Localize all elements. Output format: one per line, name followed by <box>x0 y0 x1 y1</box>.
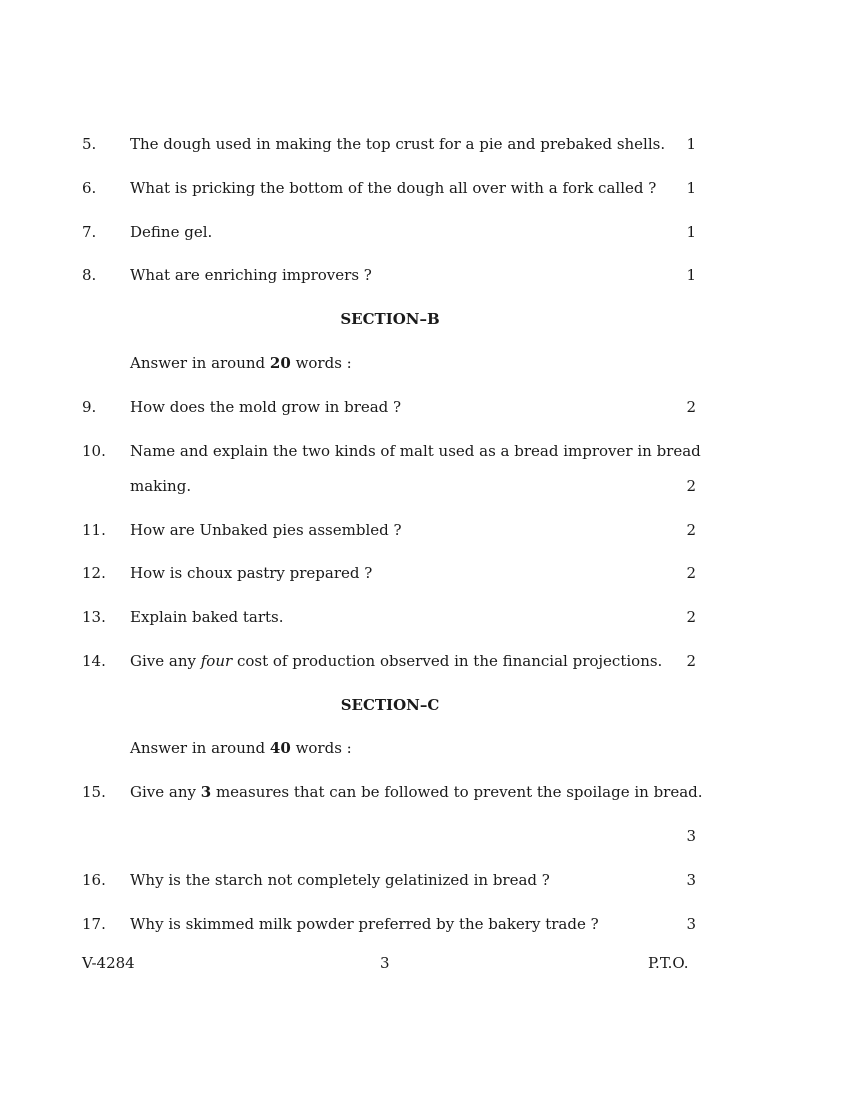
question-marks: 2 <box>686 608 696 626</box>
question-marks: 1 <box>686 223 696 241</box>
page-number: 3 <box>380 954 390 972</box>
question-marks: 3 <box>686 871 696 889</box>
question-marks: 3 <box>686 827 696 845</box>
question-text: How is choux pastry prepared ? <box>130 564 373 582</box>
question-number: 12. <box>82 564 106 582</box>
section-c-heading: SECTION–C <box>340 696 440 714</box>
question-number: 15. <box>82 783 106 801</box>
question-text: Define gel. <box>130 223 213 241</box>
question-text: making. <box>130 477 192 495</box>
pto-label: P.T.O. <box>648 954 689 972</box>
question-marks: 2 <box>686 398 696 416</box>
section-b-instruction: Answer in around 20 words : <box>130 354 352 372</box>
question-marks: 1 <box>686 266 696 284</box>
question-text: The dough used in making the top crust for a pie and prebaked shells. <box>130 135 666 153</box>
paper-code: V-4284 <box>82 954 135 972</box>
question-number: 6. <box>82 179 97 197</box>
question-number: 17. <box>82 915 106 933</box>
question-marks: 2 <box>686 652 696 670</box>
question-marks: 1 <box>686 179 696 197</box>
question-number: 11. <box>82 521 106 539</box>
question-marks: 1 <box>686 135 696 153</box>
question-text: Explain baked tarts. <box>130 608 284 626</box>
question-number: 10. <box>82 442 106 460</box>
question-number: 9. <box>82 398 97 416</box>
question-text: Name and explain the two kinds of malt used as a bread improver in bread <box>130 442 701 460</box>
question-text: How does the mold grow in bread ? <box>130 398 402 416</box>
question-marks: 2 <box>686 564 696 582</box>
question-marks: 2 <box>686 521 696 539</box>
question-marks: 2 <box>686 477 696 495</box>
question-text: What are enriching improvers ? <box>130 266 372 284</box>
section-b-heading: SECTION–B <box>340 310 440 328</box>
question-text: Give any 3 measures that can be followed to prevent the spoilage in bread. <box>130 783 703 801</box>
question-number: 5. <box>82 135 97 153</box>
question-number: 7. <box>82 223 97 241</box>
question-number: 8. <box>82 266 97 284</box>
section-c-instruction: Answer in around 40 words : <box>130 739 352 757</box>
question-number: 16. <box>82 871 106 889</box>
question-number: 14. <box>82 652 106 670</box>
question-number: 13. <box>82 608 106 626</box>
question-text: Why is the starch not completely gelatinized in bread ? <box>130 871 550 889</box>
question-text: Why is skimmed milk powder preferred by the bakery trade ? <box>130 915 599 933</box>
question-text: What is pricking the bottom of the dough all over with a fork called ? <box>130 179 657 197</box>
question-marks: 3 <box>686 915 696 933</box>
question-text: How are Unbaked pies assembled ? <box>130 521 402 539</box>
question-text: Give any four cost of production observed in the financial projections. <box>130 652 663 670</box>
